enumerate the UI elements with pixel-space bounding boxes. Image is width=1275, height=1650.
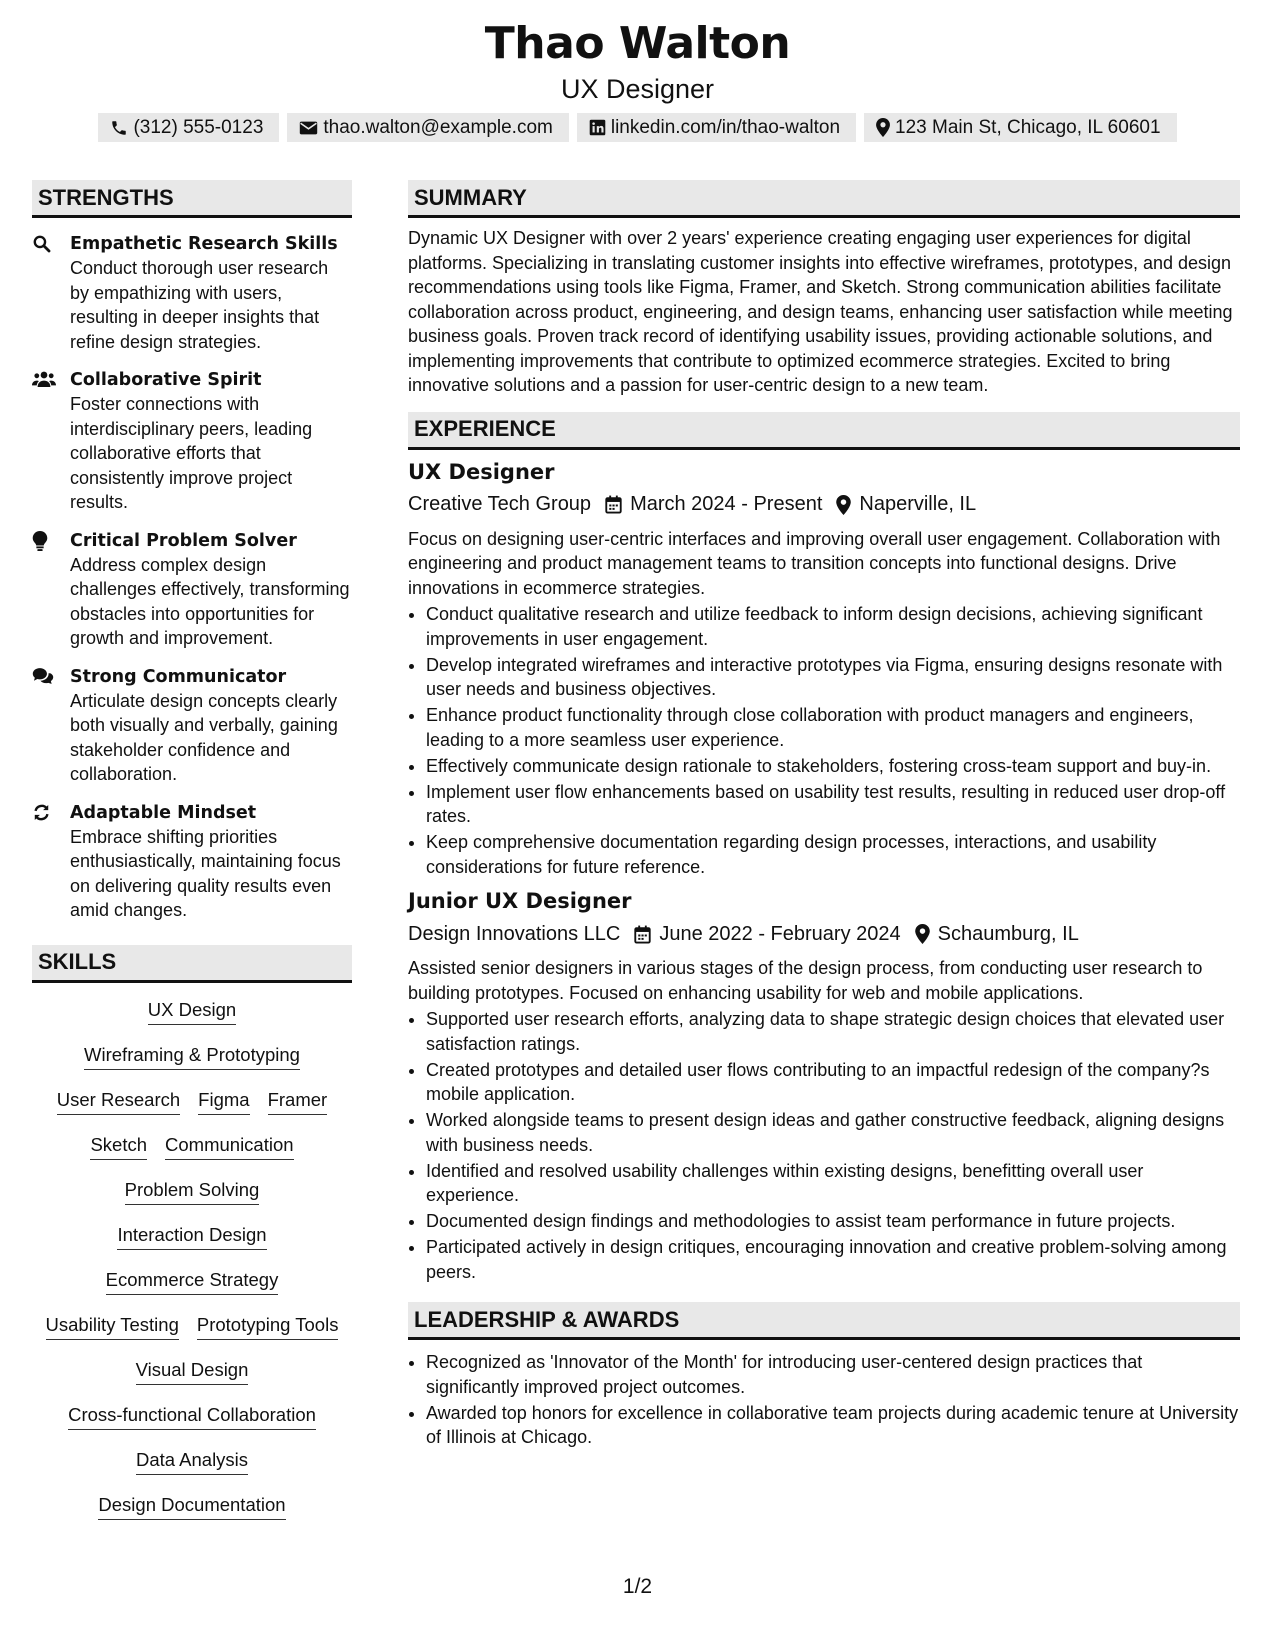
contact-email-text: thao.walton@example.com — [323, 116, 553, 138]
bullet-item: • Implement user flow enhancements based on usability test results, resulting in reduced user drop-off rates. — [426, 780, 1240, 829]
job-bullets — [408, 602, 1240, 879]
skill-tag: Cross-functional Collaboration — [68, 1404, 316, 1430]
bullet-item: • Effectively communicate design rationale to stakeholders, fostering cross-team support and buy-in. — [426, 754, 1240, 779]
lightbulb-icon — [32, 531, 48, 551]
job-location: Schaumburg, IL — [937, 922, 1079, 945]
skill-tag: Problem Solving — [125, 1179, 260, 1205]
strength-desc: Foster connections with interdisciplinary peers, leading collaborative efforts that consistently improve project results. — [70, 394, 313, 512]
summary-text: Dynamic UX Designer with over 2 years' experience creating engaging user experiences for digital platforms. Specializing in translating customer insights into effective wireframes, prototypes, and design recommendations using tools like Figma, Framer, and Sketch. Strong communication abilities facilitate collaboration across product, engineering, and design teams, enhancing user satisfaction while meeting business goals. Proven track record of identifying usability issues, providing actionable solutions, and implementing improvements that contribute to optimized ecommerce strategies. Excited to bring innovative solutions and a passion for user-centric design to a new team. — [408, 228, 1233, 395]
bullet-item: • Awarded top honors for excellence in collaborative team projects during academic tenure at University of Illinois at Chicago. — [426, 1401, 1240, 1450]
map-marker-icon — [836, 495, 851, 515]
contact-address — [864, 113, 1176, 142]
skill-tag: User Research — [57, 1089, 180, 1115]
strength-desc: Embrace shifting priorities enthusiastically, maintaining focus on delivering quality results even amid changes. — [70, 826, 341, 920]
job-description: Assisted senior designers in various stages of the design process, from conducting user research to building prototypes. Focused on enhancing usability for web and mobile applications. — [408, 958, 1203, 1003]
job-title: Junior UX Designer — [408, 889, 632, 913]
strengths-heading: STRENGTHS — [32, 180, 352, 218]
page-number: 1/2 — [622, 1575, 653, 1598]
job-entry — [408, 458, 1240, 880]
contact-phone-text: (312) 555-0123 — [133, 116, 264, 138]
skill-tag: Design Documentation — [98, 1494, 285, 1520]
strength-title: Strong Communicator — [70, 666, 287, 687]
skill-tag: Data Analysis — [136, 1449, 248, 1475]
bullet-item: • Enhance product functionality through close collaboration with product managers and engineers, leading to a more seamless user experience. — [426, 703, 1240, 752]
job-company: Creative Tech Group — [408, 493, 592, 515]
bullet-item: • Identified and resolved usability challenges within existing designs, benefitting overall user experience. — [426, 1159, 1240, 1208]
job-bullets — [408, 1007, 1240, 1284]
strength-item — [32, 529, 352, 651]
contact-linkedin-text: linkedin.com/in/thao-walton — [610, 116, 841, 138]
contact-bar — [0, 113, 1275, 142]
strength-title: Empathetic Research Skills — [70, 234, 338, 254]
strength-item — [32, 801, 352, 923]
skills-heading: SKILLS — [32, 945, 352, 983]
skill-tag: Prototyping Tools — [197, 1314, 339, 1340]
bullet-item: • Documented design findings and methodologies to assist team performance in future projects. — [426, 1209, 1240, 1234]
job-company: Design Innovations LLC — [408, 922, 621, 945]
calendar-icon — [605, 495, 622, 514]
experience-heading: EXPERIENCE — [408, 412, 1240, 450]
skill-tag: Usability Testing — [46, 1314, 179, 1340]
strength-desc: Articulate design concepts clearly both visually and verbally, gaining stakeholder confidence and collaboration. — [70, 690, 338, 784]
users-icon — [32, 370, 56, 388]
job-description: Focus on designing user-centric interfaces and improving overall user engagement. Collaboration with engineering and product management teams to transition concepts into functional designs. Drive innovations in ecommerce strategies. — [408, 528, 1221, 598]
contact-phone[interactable] — [98, 113, 279, 142]
candidate-name: Thao Walton — [484, 18, 791, 69]
search-icon — [32, 234, 51, 253]
job-dates: March 2024 - Present — [630, 493, 823, 515]
job-location: Naperville, IL — [859, 493, 977, 515]
strength-item — [32, 232, 352, 354]
job-meta — [408, 919, 1240, 949]
linkedin-icon — [589, 119, 606, 136]
candidate-role: UX Designer — [560, 74, 715, 104]
strength-title: Collaborative Spirit — [70, 370, 262, 390]
contact-email[interactable] — [287, 113, 568, 142]
comments-icon — [32, 667, 54, 685]
strength-item — [32, 368, 352, 515]
skill-tag: Figma — [198, 1089, 249, 1115]
awards-bullets — [408, 1350, 1240, 1450]
job-dates: June 2022 - February 2024 — [659, 922, 901, 945]
strength-title: Adaptable Mindset — [70, 802, 257, 823]
job-meta — [408, 490, 1240, 520]
skill-tag: Communication — [165, 1134, 294, 1160]
strength-desc: Conduct thorough user research by empathizing with users, resulting in deeper insights that refine design strategies. — [70, 258, 329, 352]
job-entry — [408, 887, 1240, 1284]
skill-tag: UX Design — [148, 999, 236, 1025]
job-title: UX Designer — [408, 459, 555, 484]
skill-tag: Visual Design — [136, 1359, 249, 1385]
contact-address-text: 123 Main St, Chicago, IL 60601 — [895, 116, 1161, 138]
skill-tag: Wireframing & Prototyping — [84, 1044, 300, 1070]
calendar-icon — [634, 925, 651, 944]
skill-tag: Framer — [268, 1089, 328, 1115]
bullet-item: • Created prototypes and detailed user flows contributing to an impactful redesign of the company?s mobile application. — [426, 1058, 1240, 1107]
phone-icon — [110, 119, 128, 137]
map-marker-icon — [915, 924, 930, 944]
strength-desc: Address complex design challenges effectively, transforming obstacles into opportunities for growth and improvement. — [70, 554, 350, 648]
strength-title: Critical Problem Solver — [70, 530, 297, 551]
bullet-item: • Supported user research efforts, analyzing data to shape strategic design choices that elevated user satisfaction ratings. — [426, 1007, 1240, 1056]
map-marker-icon — [876, 118, 890, 137]
contact-linkedin[interactable] — [577, 113, 856, 142]
summary-heading: SUMMARY — [408, 180, 1240, 218]
right-column — [408, 180, 1240, 1451]
sync-icon — [32, 803, 51, 822]
bullet-item: • Develop integrated wireframes and interactive prototypes via Figma, ensuring designs resonate with user needs and business objectives. — [426, 653, 1240, 702]
bullet-item: • Keep comprehensive documentation regarding design processes, interactions, and usability considerations for future reference. — [426, 830, 1240, 879]
bullet-item: • Worked alongside teams to present design ideas and gather constructive feedback, aligning designs with business needs. — [426, 1108, 1240, 1157]
bullet-item: • Recognized as 'Innovator of the Month' for introducing user-centered design practices that significantly improved project outcomes. — [426, 1350, 1240, 1399]
bullet-item: • Conduct qualitative research and utilize feedback to inform design decisions, achieving significant improvements in user engagement. — [426, 602, 1240, 651]
skill-tag: Sketch — [90, 1134, 147, 1160]
strength-item — [32, 665, 352, 787]
bullet-item: • Participated actively in design critiques, encouraging innovation and creative problem-solving among peers. — [426, 1235, 1240, 1284]
skills-list — [32, 993, 352, 1533]
left-column — [32, 180, 352, 1533]
awards-heading: LEADERSHIP & AWARDS — [408, 1302, 1240, 1340]
envelope-icon — [299, 120, 318, 136]
skill-tag: Interaction Design — [117, 1224, 266, 1250]
skill-tag: Ecommerce Strategy — [106, 1269, 279, 1295]
